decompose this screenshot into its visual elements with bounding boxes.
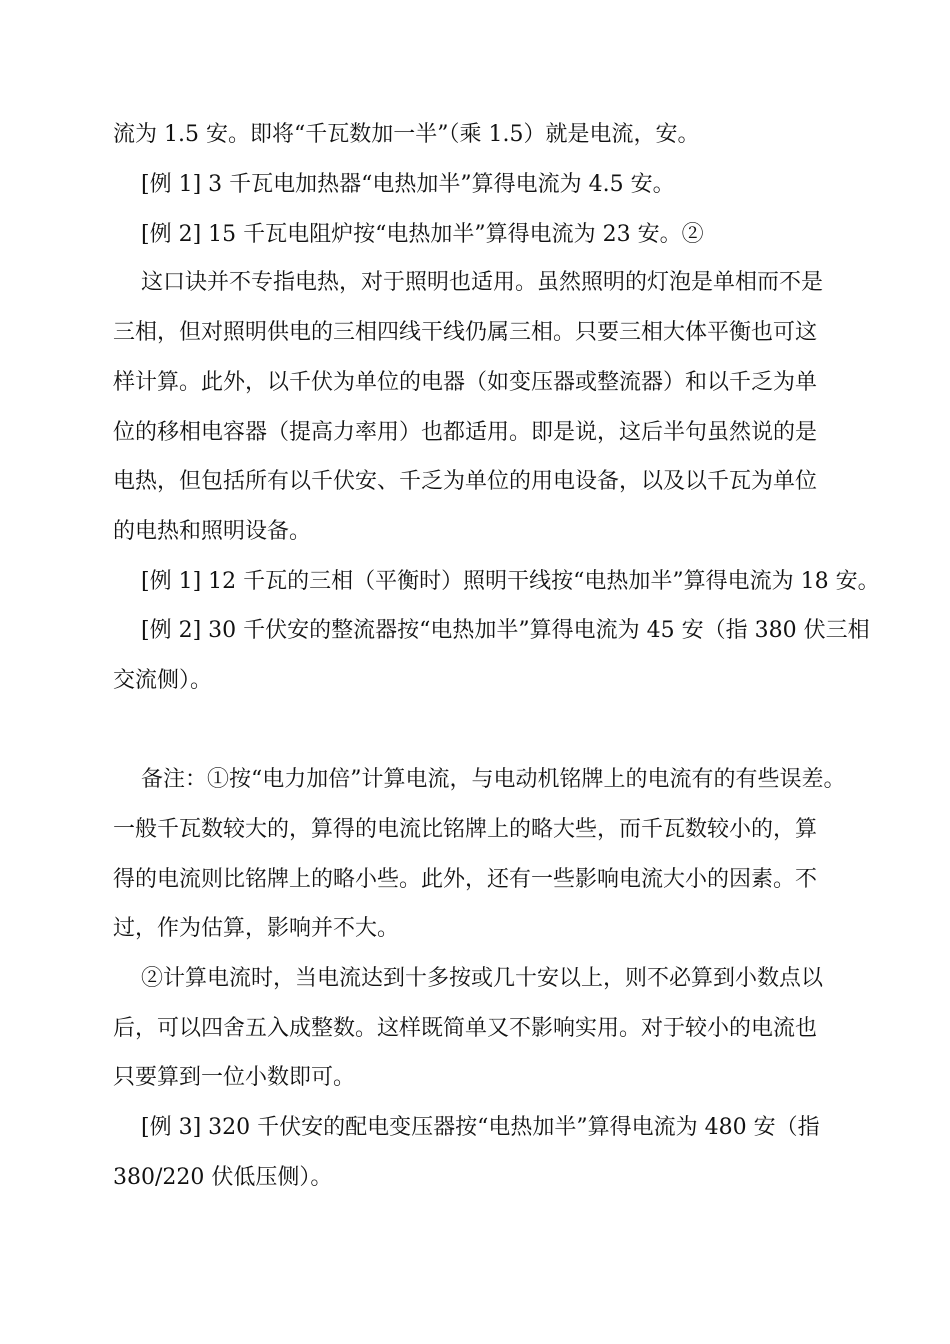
example-line: [例 2] 15 千瓦电阻炉按“电热加半”算得电流为 23 安。② xyxy=(141,222,704,247)
example-line: [例 1] 12 千瓦的三相（平衡时）照明干线按“电热加半”算得电流为 18 安。 xyxy=(141,569,880,594)
note-line: 一般千瓦数较大的，算得的电流比铭牌上的略大些，而千瓦数较小的，算 xyxy=(113,817,818,842)
text-line: 位的移相电容器（提高力率用）也都适用。即是说，这后半句虽然说的是 xyxy=(113,420,818,445)
note-line: 得的电流则比铭牌上的略小些。此外，还有一些影响电流大小的因素。不 xyxy=(113,867,818,892)
text-line: 这口诀并不专指电热，对于照明也适用。虽然照明的灯泡是单相而不是 xyxy=(141,270,824,295)
text-line: 三相，但对照明供电的三相四线干线仍属三相。只要三相大体平衡也可这 xyxy=(113,320,818,345)
example-line: 380/220 伏低压侧）。 xyxy=(113,1165,333,1190)
note-line: 过，作为估算，影响并不大。 xyxy=(113,916,400,941)
example-line: [例 2] 30 千伏安的整流器按“电热加半”算得电流为 45 安（指 380 伏三相 xyxy=(141,618,870,643)
text-line: 交流侧）。 xyxy=(113,668,213,693)
text-line: 样计算。此外，以千伏为单位的电器（如变压器或整流器）和以千乏为单 xyxy=(113,370,818,395)
text-line: 流为 1.5 安。即将“千瓦数加一半”（乘 1.5）就是电流，安。 xyxy=(113,122,700,147)
note-line: 只要算到一位小数即可。 xyxy=(113,1065,356,1090)
note-line: 后，可以四舍五入成整数。这样既简单又不影响实用。对于较小的电流也 xyxy=(113,1016,818,1041)
text-line: 电热，但包括所有以千伏安、千乏为单位的用电设备，以及以千瓦为单位 xyxy=(113,469,818,494)
note-line: 备注：①按“电力加倍”计算电流，与电动机铭牌上的电流有的有些误差。 xyxy=(141,767,846,792)
text-line: 的电热和照明设备。 xyxy=(113,519,312,544)
example-line: [例 3] 320 千伏安的配电变压器按“电热加半”算得电流为 480 安（指 xyxy=(141,1115,820,1140)
note-line: ②计算电流时，当电流达到十多按或几十安以上，则不必算到小数点以 xyxy=(141,966,824,991)
example-line: [例 1] 3 千瓦电加热器“电热加半”算得电流为 4.5 安。 xyxy=(141,172,675,197)
